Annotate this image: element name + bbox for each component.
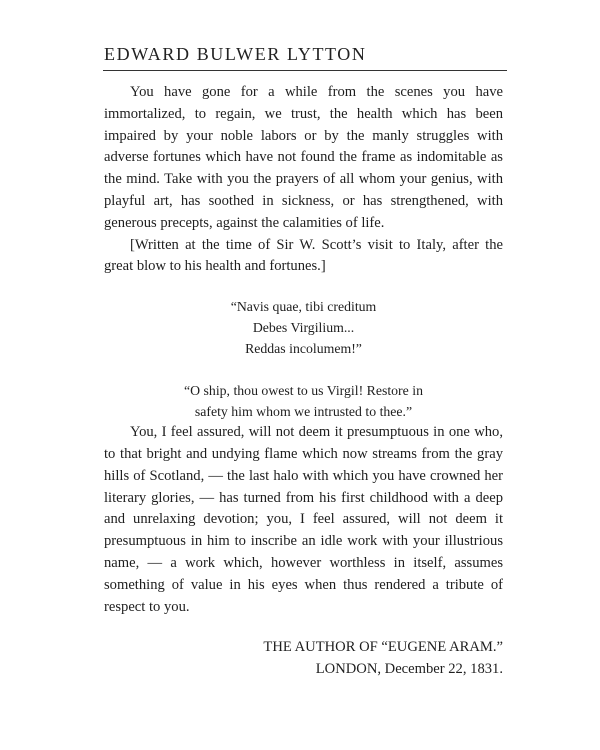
signature-block [104,636,503,680]
header-rule [103,70,507,71]
latin-line: Debes Virgilium... [252,320,355,336]
page-body [104,82,503,680]
latin-line: Reddas incolumem!” [245,341,362,357]
translation-line: “O ship, thou owest to us Virgil! Restore in [184,383,423,399]
latin-quotation [104,296,503,359]
running-head: EDWARD BULWER LYTTON [104,44,367,64]
dedication-paragraph-1: You have gone for a while from the scenes you have immortalized, to regain, we trust, the health which has been impaired by your noble labors or by the manly struggles with adverse fortunes which have not found the frame as indomitable as the mind. Take with you the prayers of all whom your genius, with playful art, has soothed in sickness, or has strengthened, with generous precepts, against the calamities of life. [104,84,503,231]
signature-author: THE AUTHOR OF “EUGENE ARAM.” [263,639,503,656]
latin-line: “Navis quae, tibi creditum [230,299,377,315]
english-translation [104,380,503,422]
dedication-paragraph-2: You, I feel assured, will not deem it presumptuous in one who, to that bright and undying flame which now streams from the gray hills of Scotland, — the last halo with which you have crowned her literary glories, — has turned from his first childhood with a deep and unrelaxing devotion; you, I feel assured, will not deem it presumptuous in him to inscribe an idle work with your illustrious name, — a work which, however worthless in itself, assumes something of value in his eyes when thus rendered a tribute of respect to you. [104,424,503,615]
signature-place-date: LONDON, December 22, 1831. [315,661,503,678]
translation-line: safety him whom we intrusted to thee.” [194,404,413,420]
bracketed-note: [Written at the time of Sir W. Scott’s visit to Italy, after the great blow to his health and fortunes.] [104,236,503,275]
